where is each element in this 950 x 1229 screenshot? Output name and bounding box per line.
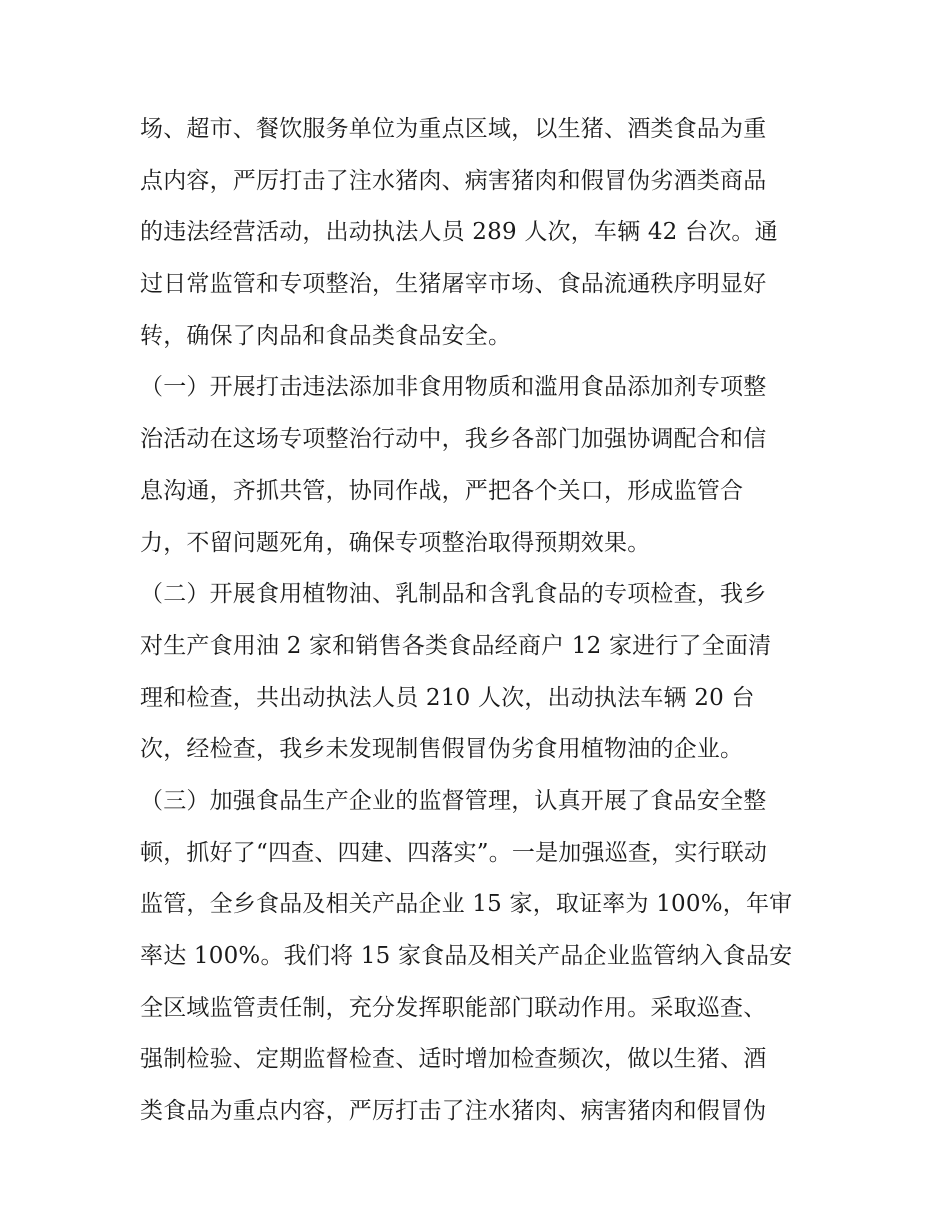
text-line: （二）开展食用植物油、乳制品和含乳食品的专项检查，我乡 [140, 581, 767, 608]
body-text [140, 104, 820, 1138]
text-line: 的违法经营活动，出动执法人员 289 人次，车辆 42 台次。通 [140, 219, 778, 246]
text-line: 转，确保了肉品和食品类食品安全。 [140, 322, 512, 349]
text-line: 监管，全乡食品及相关产品企业 15 家，取证率为 100%，年审 [140, 891, 793, 918]
text-line: 力，不留问题死角，确保专项整治取得预期效果。 [140, 529, 651, 556]
text-line: 率达 100%。我们将 15 家食品及相关产品企业监管纳入食品安 [140, 943, 793, 969]
text-line: 点内容，严厉打击了注水猪肉、病害猪肉和假冒伪劣酒类商品 [140, 167, 767, 194]
text-line: （三）加强食品生产企业的监督管理，认真开展了食品安全整 [140, 787, 767, 814]
text-line: 顿，抓好了“四查、四建、四落实”。一是加强巡查，实行联动 [140, 839, 768, 866]
text-line: （一）开展打击违法添加非食用物质和滥用食品添加剂专项整 [140, 374, 767, 401]
text-line: 类食品为重点内容，严厉打击了注水猪肉、病害猪肉和假冒伪 [140, 1098, 767, 1125]
text-line: 治活动在这场专项整治行动中，我乡各部门加强协调配合和信 [140, 426, 767, 453]
text-line: 对生产食用油 2 家和销售各类食品经商户 12 家进行了全面清 [140, 632, 772, 659]
text-line: 全区域监管责任制，充分发挥职能部门联动作用。采取巡查、 [140, 994, 767, 1021]
text-line: 过日常监管和专项整治，生猪屠宰市场、食品流通秩序明显好 [140, 271, 767, 298]
text-line: 次，经检查，我乡未发现制售假冒伪劣食用植物油的企业。 [140, 736, 744, 763]
text-line: 息沟通，齐抓共管，协同作战，严把各个关口，形成监管合 [140, 477, 744, 504]
text-line: 场、超市、餐饮服务单位为重点区域，以生猪、酒类食品为重 [140, 116, 767, 142]
text-line: 强制检验、定期监督检查、适时增加检查频次，做以生猪、酒 [140, 1046, 767, 1073]
text-line: 理和检查，共出动执法人员 210 人次，出动执法车辆 20 台 [140, 684, 755, 711]
